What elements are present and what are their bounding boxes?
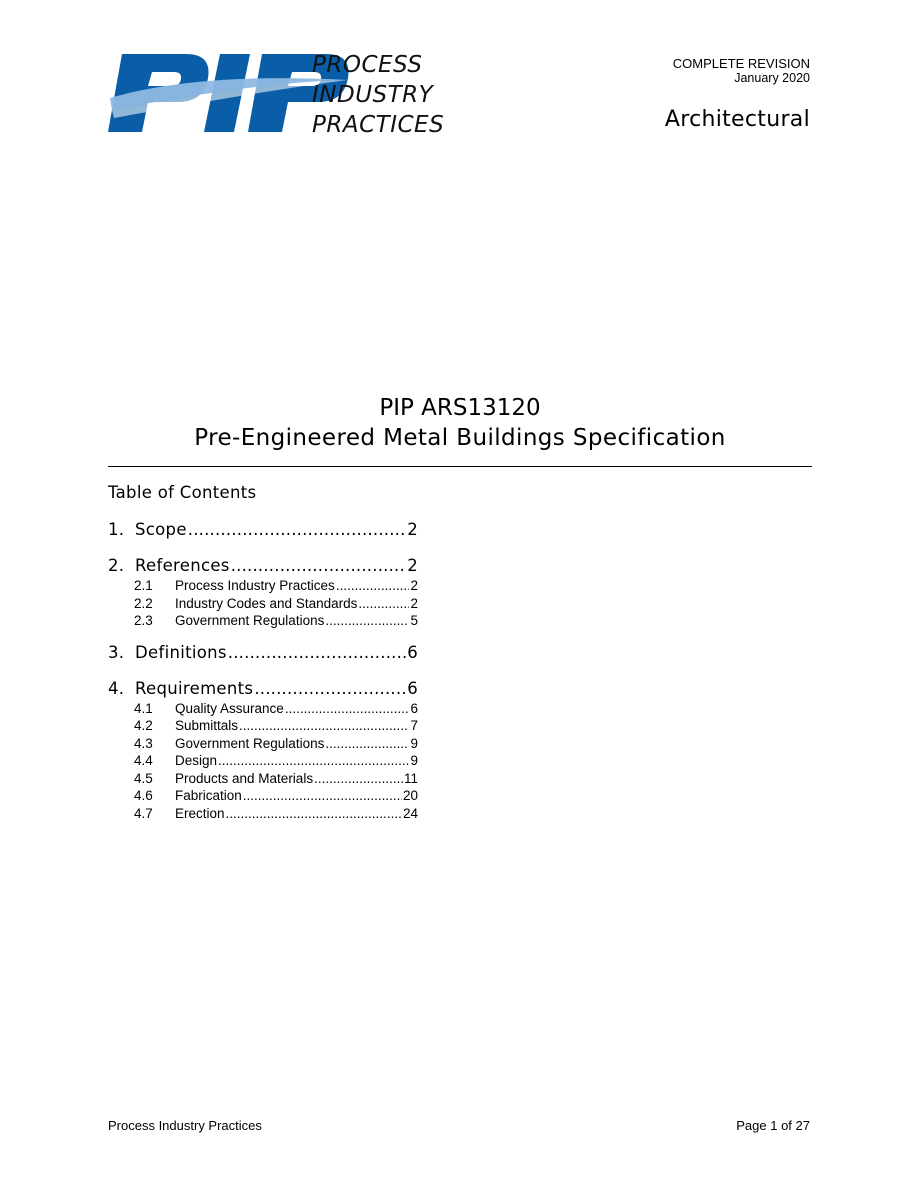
toc-subentry[interactable] bbox=[134, 700, 418, 718]
toc-subentry[interactable] bbox=[134, 735, 418, 753]
discipline-label: Architectural bbox=[664, 107, 810, 132]
toc-subentry-label: Erection bbox=[175, 805, 225, 821]
toc-subentry-label: Government Regulations bbox=[175, 735, 325, 751]
logo-line: PROCESS bbox=[312, 52, 423, 78]
toc-subentry-page: 9 bbox=[410, 753, 418, 768]
toc-leader-dots bbox=[325, 735, 409, 753]
toc-subentry-page: 20 bbox=[402, 788, 418, 803]
toc-entry-number: 3. bbox=[108, 642, 125, 662]
toc-entry-label: References bbox=[135, 556, 230, 575]
header-info bbox=[665, 56, 810, 132]
toc-subentry-label: Government Regulations bbox=[175, 613, 325, 628]
document-number: PIP ARS13120 bbox=[379, 395, 541, 421]
toc-entry-references[interactable] bbox=[108, 555, 418, 577]
toc-subentry-number: 4.4 bbox=[134, 753, 153, 768]
document-title-block bbox=[108, 393, 812, 453]
toc-entry-page: 6 bbox=[407, 678, 418, 698]
toc-leader-dots bbox=[243, 787, 402, 805]
toc-subentry-number: 2.3 bbox=[134, 613, 153, 628]
toc-subentry-page: 9 bbox=[410, 735, 418, 751]
toc-subentry-number: 4.6 bbox=[134, 788, 153, 803]
toc-subentry-label: Fabrication bbox=[175, 788, 242, 803]
toc-subentry-page: 5 bbox=[410, 613, 418, 628]
toc-leader-dots bbox=[358, 595, 409, 613]
toc-subentry[interactable] bbox=[134, 577, 418, 595]
toc-leader-dots bbox=[226, 805, 402, 823]
toc-subentry-page: 6 bbox=[410, 700, 418, 716]
toc-subentry-page: 11 bbox=[403, 770, 418, 786]
toc-subentry-number: 4.3 bbox=[134, 735, 153, 751]
table-of-contents bbox=[108, 482, 428, 822]
toc-entry-number: 1. bbox=[108, 520, 125, 539]
toc-subentry[interactable] bbox=[134, 595, 418, 613]
revision-date: January 2020 bbox=[734, 71, 810, 85]
toc-subentry-number: 4.2 bbox=[134, 718, 153, 733]
toc-subentry-label: Products and Materials bbox=[175, 770, 314, 786]
toc-subentry-number: 4.7 bbox=[134, 805, 153, 821]
toc-subentry[interactable] bbox=[134, 612, 418, 630]
toc-leader-dots bbox=[231, 555, 407, 577]
toc-leader-dots bbox=[285, 700, 410, 718]
footer-page-number: Page 1 of 27 bbox=[736, 1118, 810, 1133]
logo-line: INDUSTRY bbox=[312, 82, 434, 108]
toc-subentry-page: 2 bbox=[410, 578, 418, 593]
toc-subentry[interactable] bbox=[134, 717, 418, 735]
toc-subentry[interactable] bbox=[134, 805, 418, 823]
toc-leader-dots bbox=[314, 770, 403, 788]
toc-leader-dots bbox=[228, 642, 406, 664]
document-title: Pre-Engineered Metal Buildings Specification bbox=[194, 425, 726, 451]
title-divider bbox=[108, 466, 812, 467]
toc-heading: Table of Contents bbox=[108, 483, 257, 502]
logo-wordmark bbox=[312, 50, 444, 140]
toc-subentry-page: 7 bbox=[410, 718, 418, 733]
toc-entry-number: 4. bbox=[108, 678, 125, 698]
toc-subentry-page: 24 bbox=[402, 805, 418, 821]
toc-leader-dots bbox=[254, 678, 406, 700]
toc-entry-definitions[interactable] bbox=[108, 642, 418, 664]
toc-subentry-label: Quality Assurance bbox=[175, 700, 284, 716]
toc-entry-page: 2 bbox=[407, 556, 418, 575]
toc-subentry-label: Submittals bbox=[175, 718, 239, 733]
logo-line: PRACTICES bbox=[312, 112, 445, 138]
revision-label: COMPLETE REVISION bbox=[672, 56, 810, 71]
toc-leader-dots bbox=[239, 717, 409, 735]
toc-entry-number: 2. bbox=[108, 556, 125, 575]
toc-subentry-number: 2.1 bbox=[134, 578, 153, 593]
toc-leader-dots bbox=[188, 519, 406, 541]
toc-entry-scope[interactable] bbox=[108, 519, 418, 541]
toc-entry-page: 2 bbox=[407, 520, 418, 539]
toc-subentry-label: Process Industry Practices bbox=[175, 578, 335, 593]
toc-entry-label: Scope bbox=[135, 520, 187, 539]
toc-subentry-number: 4.1 bbox=[134, 700, 153, 716]
toc-leader-dots bbox=[218, 752, 409, 770]
toc-subentry[interactable] bbox=[134, 770, 418, 788]
toc-entry-page: 6 bbox=[407, 642, 418, 662]
toc-entry-label: Definitions bbox=[135, 642, 227, 662]
toc-subentry-page: 2 bbox=[410, 595, 418, 611]
toc-subentry-label: Design bbox=[175, 753, 218, 768]
toc-subentry[interactable] bbox=[134, 787, 418, 805]
toc-leader-dots bbox=[336, 577, 410, 595]
toc-leader-dots bbox=[325, 612, 409, 630]
toc-subentry-label: Industry Codes and Standards bbox=[175, 595, 358, 611]
toc-entry-requirements[interactable] bbox=[108, 678, 418, 700]
toc-subentry[interactable] bbox=[134, 752, 418, 770]
toc-entry-label: Requirements bbox=[135, 678, 254, 698]
toc-subentry-number: 2.2 bbox=[134, 595, 153, 611]
toc-subentry-number: 4.5 bbox=[134, 770, 153, 786]
footer-publisher: Process Industry Practices bbox=[108, 1118, 262, 1133]
